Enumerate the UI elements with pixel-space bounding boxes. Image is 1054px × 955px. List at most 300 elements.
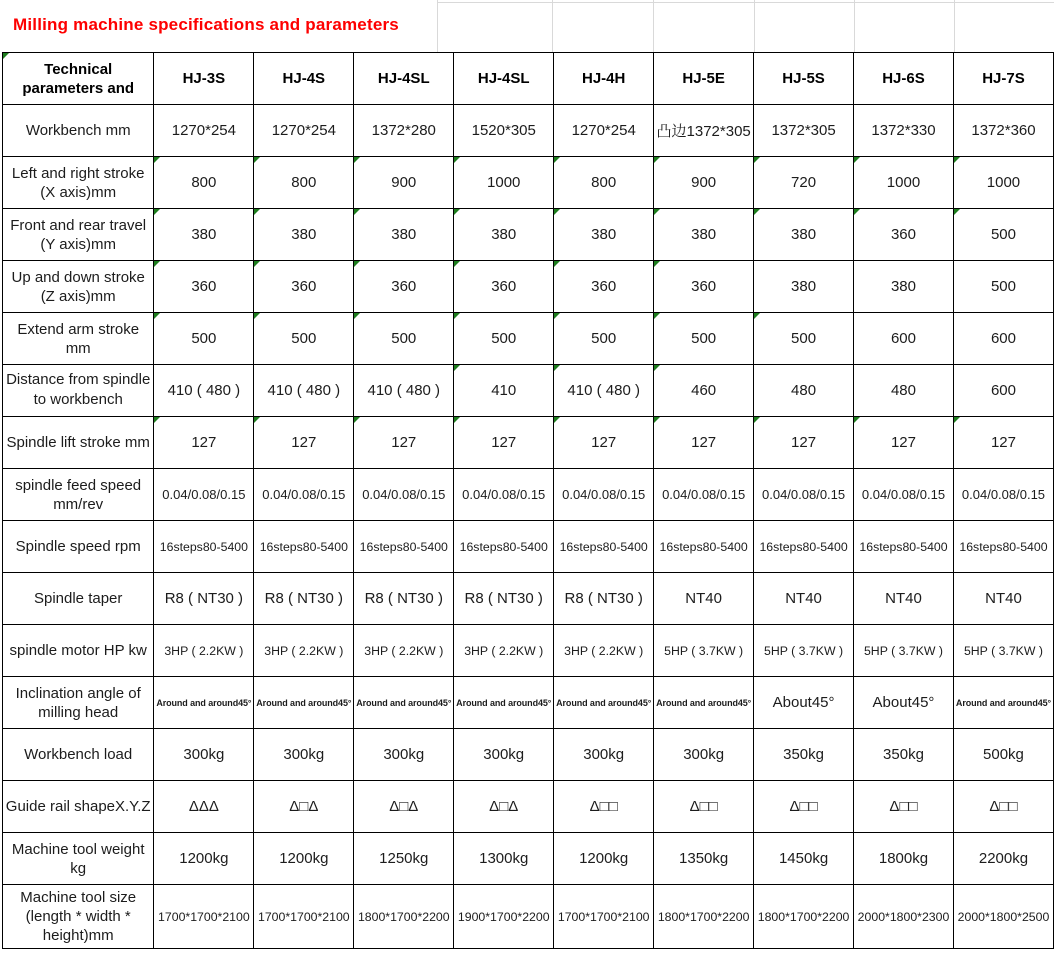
- spec-cell: [154, 573, 254, 625]
- model-column-header: HJ-7S: [953, 53, 1053, 105]
- error-indicator-icon: [154, 209, 160, 215]
- error-indicator-icon: [554, 365, 560, 371]
- spec-value: 500: [791, 330, 817, 347]
- error-indicator-icon: [454, 365, 460, 371]
- spec-cell: [254, 625, 354, 677]
- spec-value: R8 ( NT30 ): [464, 590, 543, 607]
- spec-row: [3, 573, 1054, 625]
- spec-value: Δ□Δ: [389, 798, 419, 815]
- spec-cell: [953, 157, 1053, 209]
- spec-cell: [554, 313, 654, 365]
- spec-value: 500: [990, 278, 1016, 295]
- spec-value: 0.04/0.08/0.15: [562, 487, 646, 502]
- spec-cell: [654, 157, 754, 209]
- spec-cell: [854, 625, 954, 677]
- spec-cell: [654, 521, 754, 573]
- error-indicator-icon: [3, 53, 9, 59]
- spec-cell: [154, 781, 254, 833]
- spec-cell: [654, 261, 754, 313]
- spec-value: 380: [191, 226, 217, 243]
- spec-cell: [254, 833, 354, 885]
- spec-value: Around and around45°: [955, 697, 1052, 708]
- spec-cell: [953, 417, 1053, 469]
- spec-value: Around and around45°: [656, 697, 752, 708]
- spec-cell: [354, 365, 454, 417]
- spec-row: [3, 521, 1054, 573]
- spec-value: 1700*1700*2100: [158, 909, 250, 924]
- row-label: Guide rail shapeX.Y.Z: [3, 781, 154, 833]
- spec-value: 360: [591, 278, 617, 295]
- row-label: Spindle lift stroke mm: [3, 417, 154, 469]
- spec-cell: [754, 313, 854, 365]
- spec-row: [3, 833, 1054, 885]
- spec-cell: [454, 625, 554, 677]
- spec-cell: [354, 729, 454, 781]
- spec-cell: [754, 781, 854, 833]
- gridline: [954, 0, 955, 52]
- error-indicator-icon: [354, 417, 360, 423]
- spec-cell: [354, 469, 454, 521]
- spec-cell: [154, 521, 254, 573]
- spec-row: [3, 417, 1054, 469]
- spec-cell: [953, 521, 1053, 573]
- spec-cell: [354, 105, 454, 157]
- spec-value: 300kg: [683, 746, 725, 763]
- spec-value: 16steps80-5400: [659, 539, 748, 554]
- spec-value: 500: [291, 330, 317, 347]
- spec-cell: [953, 209, 1053, 261]
- spec-value: 0.04/0.08/0.15: [762, 487, 846, 502]
- spec-value: 5HP ( 3.7KW ): [963, 643, 1043, 658]
- spec-cell: [554, 521, 654, 573]
- spec-value: 500: [990, 226, 1016, 243]
- spec-value: 1372*305: [771, 122, 836, 139]
- spec-cell: [953, 625, 1053, 677]
- spec-cell: [854, 313, 954, 365]
- spec-cell: [754, 417, 854, 469]
- spec-cell: [554, 417, 654, 469]
- spec-cell: [754, 573, 854, 625]
- row-label: Spindle taper: [3, 573, 154, 625]
- spec-cell: [254, 417, 354, 469]
- spec-cell: [554, 105, 654, 157]
- spec-cell: [254, 105, 354, 157]
- spec-value: 380: [890, 278, 916, 295]
- spec-cell: [354, 625, 454, 677]
- spec-value: Δ□□: [789, 798, 818, 815]
- spec-value: 1800kg: [878, 850, 929, 867]
- spec-value: 380: [691, 226, 717, 243]
- spec-value: 127: [890, 434, 916, 451]
- error-indicator-icon: [654, 261, 660, 267]
- spec-value: 16steps80-5400: [459, 539, 548, 554]
- spec-cell: [154, 313, 254, 365]
- corner-header-label: Technical parameters and: [22, 60, 135, 97]
- spec-value: Around and around45°: [456, 697, 552, 708]
- spec-cell: [953, 105, 1053, 157]
- spec-cell: [654, 573, 754, 625]
- spec-cell: [554, 781, 654, 833]
- spec-value: 16steps80-5400: [559, 539, 648, 554]
- error-indicator-icon: [254, 417, 260, 423]
- spec-cell: [554, 261, 654, 313]
- spec-cell: [854, 105, 954, 157]
- spec-value: 1800*1700*2200: [757, 909, 850, 924]
- spec-cell: [953, 885, 1053, 949]
- spec-value: 500: [391, 330, 417, 347]
- row-label: spindle feed speed mm/rev: [3, 469, 154, 521]
- spec-cell: [854, 209, 954, 261]
- spec-value: 720: [791, 174, 817, 191]
- spec-value: Δ□□: [589, 798, 618, 815]
- spec-cell: [754, 365, 854, 417]
- spec-value: ΔΔΔ: [188, 798, 219, 815]
- spec-cell: [953, 781, 1053, 833]
- spec-value: 380: [791, 226, 817, 243]
- error-indicator-icon: [954, 417, 960, 423]
- spec-row: [3, 729, 1054, 781]
- error-indicator-icon: [654, 417, 660, 423]
- spec-value: Δ□□: [889, 798, 918, 815]
- spec-value: 1270*254: [171, 122, 236, 139]
- header-row: [3, 53, 1054, 105]
- spec-value: 2200kg: [978, 850, 1029, 867]
- spec-value: 360: [291, 278, 317, 295]
- error-indicator-icon: [654, 313, 660, 319]
- spec-cell: [854, 261, 954, 313]
- model-column-header: HJ-4S: [254, 53, 354, 105]
- spec-value: 360: [691, 278, 717, 295]
- spec-value: 0.04/0.08/0.15: [262, 487, 346, 502]
- spec-table: [2, 52, 1054, 949]
- spec-value: 1200kg: [579, 850, 629, 867]
- error-indicator-icon: [354, 157, 360, 163]
- spec-cell: [754, 677, 854, 729]
- error-indicator-icon: [354, 313, 360, 319]
- spec-value: NT40: [785, 590, 822, 607]
- spec-cell: [953, 313, 1053, 365]
- gridline: [854, 0, 855, 52]
- spec-value: 410 ( 480 ): [267, 382, 341, 399]
- error-indicator-icon: [754, 313, 760, 319]
- spec-cell: [454, 729, 554, 781]
- spec-value: R8 ( NT30 ): [364, 590, 443, 607]
- row-label: Front and rear travel (Y axis)mm: [3, 209, 154, 261]
- spec-value: 127: [491, 434, 517, 451]
- error-indicator-icon: [254, 157, 260, 163]
- spec-value: NT40: [985, 590, 1022, 607]
- spec-value: 500kg: [983, 746, 1024, 763]
- spec-cell: [454, 677, 554, 729]
- spec-cell: [854, 573, 954, 625]
- spec-row: [3, 209, 1054, 261]
- spec-value: 3HP ( 2.2KW ): [464, 643, 544, 658]
- spec-cell: [654, 677, 754, 729]
- spec-value: 380: [291, 226, 317, 243]
- row-label: Machine tool size (length * width * height)mm: [3, 885, 154, 949]
- spec-cell: [454, 365, 554, 417]
- spec-cell: [754, 469, 854, 521]
- spec-cell: [354, 573, 454, 625]
- error-indicator-icon: [254, 261, 260, 267]
- spec-cell: [154, 625, 254, 677]
- spec-value: Δ□Δ: [289, 798, 319, 815]
- model-column-header: HJ-5S: [754, 53, 854, 105]
- error-indicator-icon: [654, 209, 660, 215]
- row-label: Inclination angle of milling head: [3, 677, 154, 729]
- spec-value: 1000: [487, 174, 521, 191]
- spec-cell: [254, 729, 354, 781]
- spec-value: 1270*254: [271, 122, 336, 139]
- row-label: Up and down stroke (Z axis)mm: [3, 261, 154, 313]
- error-indicator-icon: [554, 261, 560, 267]
- row-label: Workbench mm: [3, 105, 154, 157]
- spec-cell: [154, 469, 254, 521]
- spec-value: 5HP ( 3.7KW ): [664, 643, 744, 658]
- spec-value: 5HP ( 3.7KW ): [764, 643, 844, 658]
- spec-value: 410 ( 480 ): [567, 382, 640, 399]
- spec-cell: [454, 157, 554, 209]
- spec-cell: [854, 417, 954, 469]
- spec-value: Δ□□: [689, 798, 718, 815]
- spec-value: 600: [890, 330, 916, 347]
- spec-cell: [754, 833, 854, 885]
- spec-value: 1372*360: [971, 122, 1036, 139]
- error-indicator-icon: [154, 313, 160, 319]
- spec-cell: [654, 729, 754, 781]
- spec-value: 900: [691, 174, 717, 191]
- spec-value: 1700*1700*2100: [258, 909, 350, 924]
- spec-cell: [454, 469, 554, 521]
- spec-value: 0.04/0.08/0.15: [861, 487, 946, 502]
- error-indicator-icon: [654, 365, 660, 371]
- spec-cell: [454, 521, 554, 573]
- spec-cell: [254, 365, 354, 417]
- spec-cell: [953, 261, 1053, 313]
- spec-row: [3, 365, 1054, 417]
- error-indicator-icon: [554, 417, 560, 423]
- spec-cell: [953, 365, 1053, 417]
- spec-cell: [154, 417, 254, 469]
- spec-value: 0.04/0.08/0.15: [162, 487, 246, 502]
- spec-value: 1250kg: [379, 850, 429, 867]
- spec-cell: [754, 261, 854, 313]
- model-column-header: HJ-3S: [154, 53, 254, 105]
- spec-value: 380: [791, 278, 817, 295]
- spec-cell: [154, 157, 254, 209]
- spec-cell: [254, 313, 354, 365]
- spec-cell: [454, 573, 554, 625]
- gridline: [552, 0, 553, 52]
- spec-cell: [854, 833, 954, 885]
- spec-value: 1900*1700*2200: [457, 909, 550, 924]
- spec-cell: [754, 625, 854, 677]
- error-indicator-icon: [754, 417, 760, 423]
- spec-cell: [754, 157, 854, 209]
- spec-cell: [654, 105, 754, 157]
- spec-cell: [154, 365, 254, 417]
- spec-value: 127: [391, 434, 417, 451]
- spec-value: 500: [491, 330, 517, 347]
- spec-value: 16steps80-5400: [159, 539, 248, 554]
- spec-cell: [354, 521, 454, 573]
- spec-value: 16steps80-5400: [859, 539, 948, 554]
- spec-cell: [354, 209, 454, 261]
- spec-cell: [154, 105, 254, 157]
- spec-value: Around and around45°: [556, 697, 652, 708]
- spec-cell: [454, 833, 554, 885]
- spec-cell: [254, 677, 354, 729]
- spec-value: 360: [191, 278, 217, 295]
- spec-value: 800: [591, 174, 617, 191]
- spec-cell: [254, 469, 354, 521]
- spec-cell: [654, 625, 754, 677]
- spec-cell: [454, 417, 554, 469]
- spec-value: 410: [491, 382, 517, 399]
- spec-cell: [854, 157, 954, 209]
- spec-cell: [354, 677, 454, 729]
- gridline: [754, 0, 755, 52]
- spec-value: 800: [291, 174, 317, 191]
- row-label: Spindle speed rpm: [3, 521, 154, 573]
- spec-cell: [554, 885, 654, 949]
- gridline: [653, 0, 654, 52]
- error-indicator-icon: [554, 157, 560, 163]
- spec-value: 1372*280: [371, 122, 436, 139]
- spec-value: 3HP ( 2.2KW ): [264, 643, 344, 658]
- spec-value: 127: [990, 434, 1016, 451]
- error-indicator-icon: [854, 209, 860, 215]
- spec-value: 410 ( 480 ): [367, 382, 441, 399]
- spec-value: 380: [391, 226, 417, 243]
- spec-cell: [854, 885, 954, 949]
- spec-cell: [354, 781, 454, 833]
- error-indicator-icon: [954, 157, 960, 163]
- spec-value: 127: [191, 434, 217, 451]
- spec-cell: [254, 521, 354, 573]
- spec-value: 127: [591, 434, 617, 451]
- spec-cell: [754, 729, 854, 781]
- spec-cell: [554, 365, 654, 417]
- spec-cell: [254, 573, 354, 625]
- row-label: Distance from spindle to workbench: [3, 365, 154, 417]
- spec-value: 0.04/0.08/0.15: [362, 487, 446, 502]
- spec-cell: [154, 261, 254, 313]
- spec-value: 600: [990, 382, 1016, 399]
- row-label: Extend arm stroke mm: [3, 313, 154, 365]
- spec-value: 360: [391, 278, 417, 295]
- spec-value: 380: [591, 226, 617, 243]
- spec-row: [3, 469, 1054, 521]
- spec-cell: [454, 885, 554, 949]
- spec-value: NT40: [685, 590, 722, 607]
- spec-cell: [654, 833, 754, 885]
- error-indicator-icon: [954, 209, 960, 215]
- spec-value: 350kg: [783, 746, 824, 763]
- spec-cell: [854, 365, 954, 417]
- spec-value: 500: [591, 330, 617, 347]
- spec-value: 1350kg: [679, 850, 729, 867]
- spec-cell: [454, 261, 554, 313]
- spec-value: 16steps80-5400: [359, 539, 448, 554]
- spec-value: 380: [491, 226, 517, 243]
- gridline: [437, 2, 1054, 3]
- spec-cell: [654, 209, 754, 261]
- spec-value: 0.04/0.08/0.15: [961, 487, 1046, 502]
- spec-value: 0.04/0.08/0.15: [462, 487, 546, 502]
- spec-cell: [754, 885, 854, 949]
- spec-value: About45°: [872, 694, 935, 711]
- spec-cell: [454, 313, 554, 365]
- error-indicator-icon: [754, 209, 760, 215]
- page-title: Milling machine specifications and parameters: [13, 15, 399, 34]
- spec-cell: [654, 885, 754, 949]
- spec-value: Δ□□: [989, 798, 1018, 815]
- spec-value: 1450kg: [778, 850, 829, 867]
- spec-cell: [554, 625, 654, 677]
- spec-value: 900: [391, 174, 417, 191]
- spec-cell: [554, 573, 654, 625]
- spec-value: 300kg: [383, 746, 425, 763]
- spec-cell: [254, 261, 354, 313]
- spec-value: 1000: [986, 174, 1021, 191]
- row-label: spindle motor HP kw: [3, 625, 154, 677]
- spec-value: 360: [890, 226, 916, 243]
- model-column-header: HJ-5E: [654, 53, 754, 105]
- error-indicator-icon: [454, 157, 460, 163]
- spec-value: 1000: [886, 174, 921, 191]
- spec-value: 16steps80-5400: [959, 539, 1048, 554]
- spec-value: 300kg: [183, 746, 225, 763]
- spec-value: 1200kg: [279, 850, 329, 867]
- spec-cell: [554, 833, 654, 885]
- spec-row: [3, 885, 1054, 949]
- spec-cell: [654, 417, 754, 469]
- spec-cell: [654, 365, 754, 417]
- spec-value: 1800*1700*2200: [657, 909, 750, 924]
- error-indicator-icon: [654, 157, 660, 163]
- spec-value: 480: [791, 382, 817, 399]
- spec-cell: [454, 781, 554, 833]
- spec-value: Around and around45°: [256, 697, 352, 708]
- spec-value: 16steps80-5400: [759, 539, 848, 554]
- spec-value: 1270*254: [571, 122, 636, 139]
- error-indicator-icon: [554, 313, 560, 319]
- spec-value: 2000*1800*2500: [957, 909, 1050, 924]
- spec-value: 3HP ( 2.2KW ): [364, 643, 444, 658]
- spec-value: 480: [890, 382, 916, 399]
- spec-value: 3HP ( 2.2KW ): [164, 643, 244, 658]
- error-indicator-icon: [254, 313, 260, 319]
- spec-cell: [554, 157, 654, 209]
- spec-value: 127: [291, 434, 317, 451]
- error-indicator-icon: [554, 209, 560, 215]
- spec-row: [3, 625, 1054, 677]
- error-indicator-icon: [754, 157, 760, 163]
- spec-value: R8 ( NT30 ): [564, 590, 643, 607]
- row-label: Left and right stroke (X axis)mm: [3, 157, 154, 209]
- error-indicator-icon: [154, 417, 160, 423]
- spec-cell: [754, 209, 854, 261]
- spec-value: 1800*1700*2200: [357, 909, 450, 924]
- spec-cell: [953, 833, 1053, 885]
- spec-value: 凸边1372*305: [656, 123, 751, 140]
- spec-row: [3, 157, 1054, 209]
- spec-cell: [354, 417, 454, 469]
- spec-cell: [254, 781, 354, 833]
- spec-cell: [654, 313, 754, 365]
- spec-cell: [854, 677, 954, 729]
